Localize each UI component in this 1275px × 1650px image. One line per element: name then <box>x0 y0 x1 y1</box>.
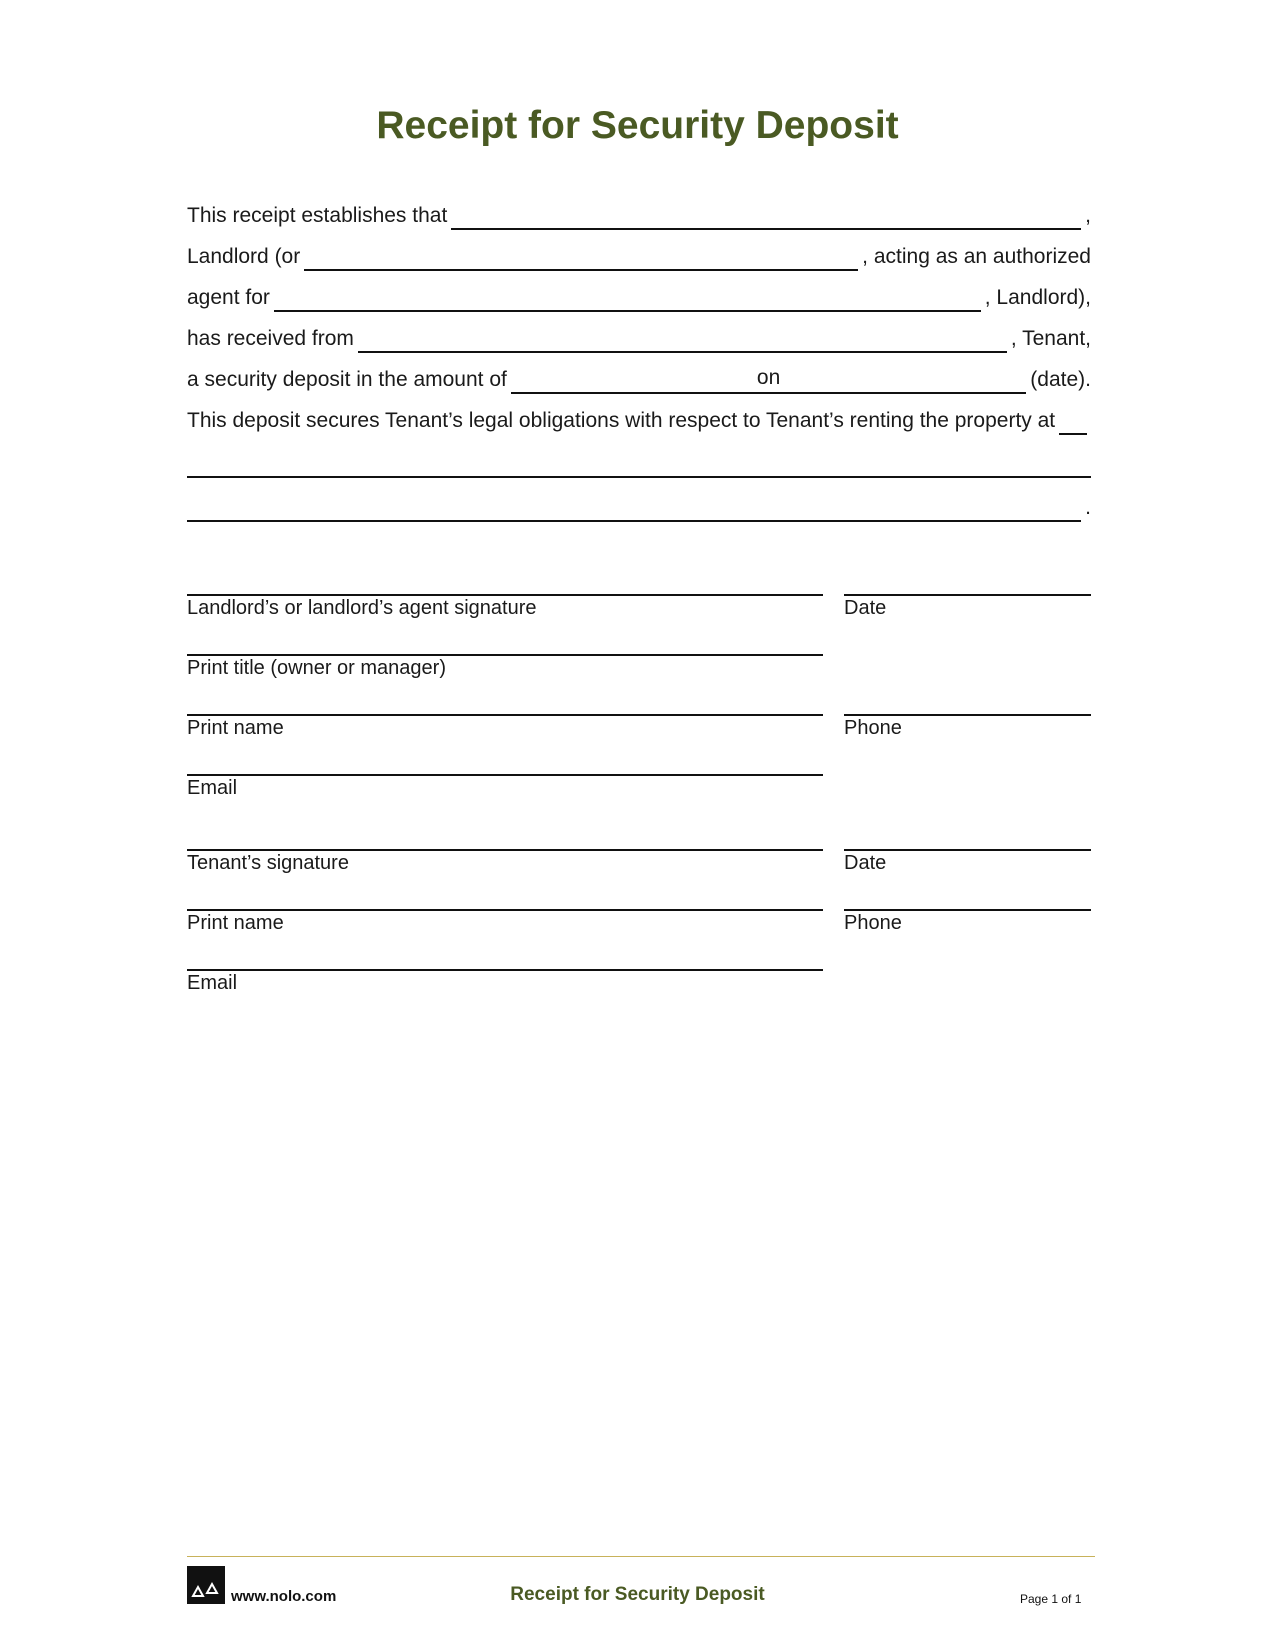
line5-prefix: a security deposit in the amount of <box>187 368 507 391</box>
line5-suffix: (date). <box>1030 368 1091 391</box>
landlord-phone-line[interactable] <box>844 714 1091 716</box>
tenant-date-line[interactable] <box>844 849 1091 851</box>
body-line-5 <box>187 360 1091 394</box>
body-line-6 <box>187 401 1091 435</box>
body-line-8 <box>187 488 1091 522</box>
landlord-email-line[interactable] <box>187 774 823 776</box>
landlord-date-label: Date <box>844 597 887 619</box>
line8-suffix: . <box>1085 496 1091 519</box>
landlord-email-label: Email <box>187 777 238 799</box>
line6-prefix: This deposit secures Tenant’s legal obligations with respect to Tenant’s renting the property at <box>187 409 1056 432</box>
body-line-2 <box>187 237 1091 271</box>
tenant-phone-label: Phone <box>844 912 902 934</box>
tenant-signature-label: Tenant’s signature <box>187 852 349 874</box>
tenant-phone-line[interactable] <box>844 909 1091 911</box>
footer-page-number: Page 1 of 1 <box>1020 1592 1082 1606</box>
landlord-signature-line[interactable] <box>187 594 823 596</box>
line2-prefix: Landlord (or <box>187 245 301 268</box>
tenant-name-line[interactable] <box>187 909 823 911</box>
body-line-3 <box>187 278 1091 312</box>
tenant-name-blank[interactable] <box>358 325 1007 353</box>
landlord-title-line[interactable] <box>187 654 823 656</box>
landlord-title-label: Print title (owner or manager) <box>187 657 446 679</box>
property-address-line-2[interactable] <box>187 476 1091 478</box>
tenant-email-label: Email <box>187 972 238 994</box>
tenant-date-label: Date <box>844 852 887 874</box>
line1-suffix: , <box>1085 204 1091 227</box>
landlord-name-line[interactable] <box>187 714 823 716</box>
landlord-name-label: Print name <box>187 717 284 739</box>
body-line-1 <box>187 196 1091 230</box>
landlord-name-blank[interactable] <box>451 202 1081 230</box>
body-line-4 <box>187 319 1091 353</box>
agent-name-blank[interactable] <box>304 243 858 271</box>
principal-landlord-blank[interactable] <box>274 284 981 312</box>
tenant-email-line[interactable] <box>187 969 823 971</box>
line3-suffix: , Landlord), <box>984 286 1091 309</box>
landlord-phone-label: Phone <box>844 717 902 739</box>
document-title: Receipt for Security Deposit <box>376 104 899 147</box>
landlord-signature-label: Landlord’s or landlord’s agent signature <box>187 597 537 619</box>
line5-middle: on <box>756 366 781 389</box>
tenant-signature-line[interactable] <box>187 849 823 851</box>
line3-prefix: agent for <box>187 286 270 309</box>
deposit-amount-and-date-blank[interactable] <box>511 366 1026 394</box>
property-address-line-3[interactable] <box>187 494 1081 522</box>
line1-prefix: This receipt establishes that <box>187 204 448 227</box>
line4-prefix: has received from <box>187 327 354 350</box>
tenant-name-label: Print name <box>187 912 284 934</box>
footer-divider <box>187 1556 1095 1557</box>
line2-suffix: , acting as an authorized <box>862 245 1091 268</box>
property-address-blank[interactable] <box>1059 407 1087 435</box>
line4-suffix: , Tenant, <box>1010 327 1091 350</box>
footer-url[interactable]: www.nolo.com <box>231 1588 337 1605</box>
footer-title: Receipt for Security Deposit <box>510 1584 765 1605</box>
landlord-date-line[interactable] <box>844 594 1091 596</box>
